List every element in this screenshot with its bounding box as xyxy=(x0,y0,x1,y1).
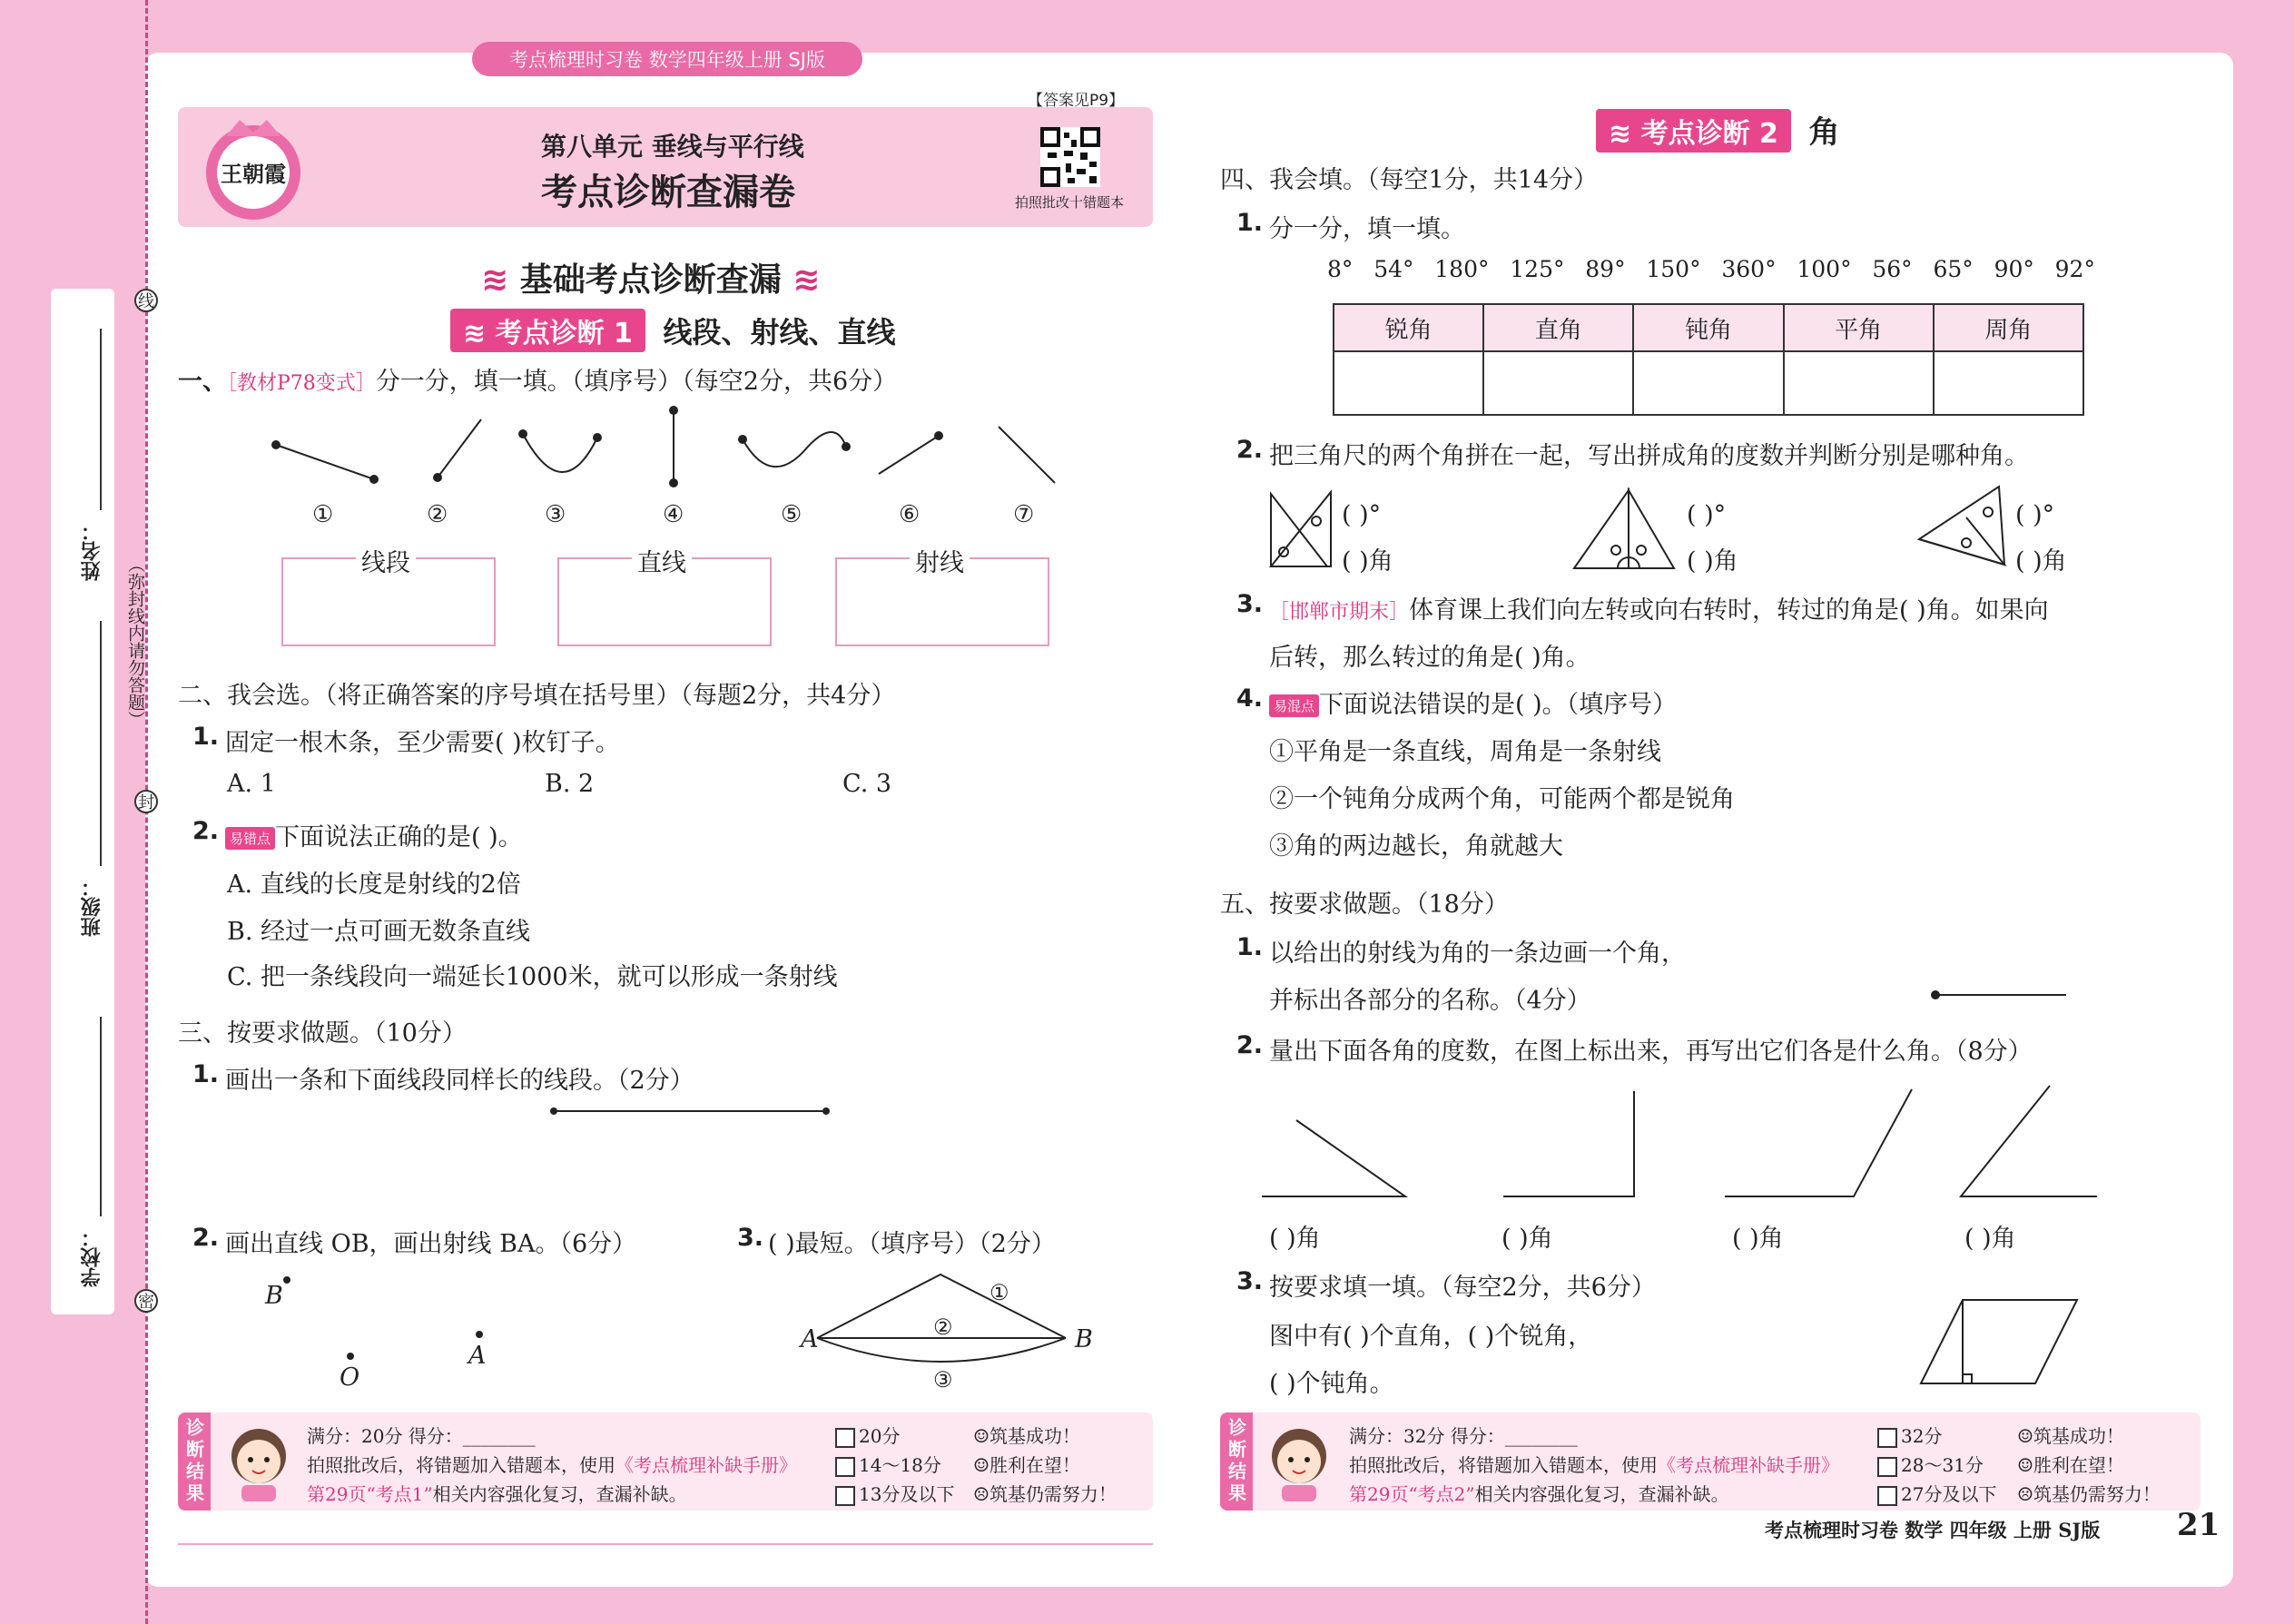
school-line xyxy=(100,1017,102,1216)
seal-char-line: 线 xyxy=(134,289,158,312)
path-number-2: ② xyxy=(933,1314,953,1340)
fig-number-5: ⑤ xyxy=(781,501,802,528)
right-score-msg-2: ☺胜利在望！ xyxy=(2017,1454,2124,1476)
q2-1-option-a: A. 1 xyxy=(227,770,276,798)
smile-face-icon: ☺ xyxy=(2017,1454,2033,1476)
page-footer: 考点梳理时习卷 数学 四年级 上册 SJ版 xyxy=(1765,1519,2101,1541)
point-a-label: A xyxy=(468,1342,487,1370)
q4-4-num: 4. xyxy=(1236,684,1264,713)
triangle-ruler-figure-1 xyxy=(1265,488,1338,572)
right-full-score: 满分：32分 得分：________ xyxy=(1349,1425,1578,1447)
top-band: 考点梳理时习卷 数学四年级上册 SJ版 xyxy=(472,42,862,76)
degree-item: 125° xyxy=(1510,256,1565,282)
section-title: ≋ 基础考点诊断查漏 ≋ xyxy=(481,261,821,299)
checkbox[interactable] xyxy=(1877,1428,1897,1448)
left-score-msg-2: ☺胜利在望！ xyxy=(973,1454,1080,1476)
table-header-straight: 平角 xyxy=(1784,304,1934,351)
point-o-label: O xyxy=(340,1363,360,1392)
q5-3-blanks-b: ( )个钝角。 xyxy=(1269,1370,1394,1398)
q2-1-option-b: B. 2 xyxy=(545,770,595,798)
sad-face-icon: ☹ xyxy=(2017,1483,2033,1505)
smile-face-icon: ☺ xyxy=(973,1425,989,1447)
right-score-msg-3: ☹筑基仍需努力！ xyxy=(2017,1483,2161,1505)
q4-4-option-2: ②一个钝角分成两个角，可能两个都是锐角 xyxy=(1269,785,1735,813)
q5-1-text-a: 以给出的射线为角的一条边画一个角， xyxy=(1269,940,1686,968)
q3-3-num: 3. xyxy=(737,1224,764,1252)
angle-figures xyxy=(1262,1080,2106,1207)
figure-3-curve xyxy=(523,434,597,472)
checkbox[interactable] xyxy=(835,1457,855,1477)
ruler3-angle-blank[interactable]: ( )角 xyxy=(2015,547,2067,576)
left-diag-line3: 第29页“考点1”相关内容强化复习，查漏补缺。 xyxy=(307,1483,687,1505)
q5-3-num: 3. xyxy=(1236,1267,1264,1295)
box-label-line: 直线 xyxy=(632,543,692,578)
checkbox[interactable] xyxy=(835,1486,855,1506)
diag2-badge: ≋ 考点诊断 2 xyxy=(1596,109,1791,153)
angle-1-blank[interactable]: ( )角 xyxy=(1269,1225,1321,1253)
q5-1-text-b: 并标出各部分的名称。（4分） xyxy=(1269,987,1591,1015)
left-footer-divider xyxy=(178,1543,1153,1545)
q4-4-option-1: ①平角是一条直线，周角是一条射线 xyxy=(1269,738,1661,766)
answer-cell[interactable] xyxy=(1934,351,2083,415)
q1-heading: 一、［教材P78变式］分一分，填一填。（填序号）（每空2分，共6分） xyxy=(178,368,898,396)
degree-item: 180° xyxy=(1434,256,1490,282)
angle-4-blank[interactable]: ( )角 xyxy=(1964,1225,2016,1253)
q2-2-num: 2. xyxy=(192,817,220,845)
class-label: 班级： xyxy=(81,877,103,937)
q1-figures xyxy=(254,399,1071,490)
checkbox[interactable] xyxy=(1877,1486,1897,1506)
q4-heading: 四、我会填。（每空1分，共14分） xyxy=(1220,166,1599,194)
reference-segment xyxy=(545,1102,835,1120)
right-score-level-2: 28～31分 xyxy=(1877,1451,1984,1477)
degree-item: 92° xyxy=(2054,256,2095,282)
figure-6-ray xyxy=(879,436,939,474)
left-score-level-3: 13分及以下 xyxy=(835,1480,954,1506)
logo-text: 王朝霞 xyxy=(221,161,286,187)
left-diag-line2: 拍照批改后，将错题加入错题本，使用《考点梳理补缺手册》 xyxy=(307,1454,797,1476)
fig-number-7: ⑦ xyxy=(1013,501,1035,528)
degree-item: 150° xyxy=(1646,256,1701,282)
parallelogram-figure xyxy=(1915,1296,2084,1389)
girl-avatar-icon xyxy=(218,1420,300,1503)
point-b-dot xyxy=(283,1276,290,1284)
sad-face-icon: ☹ xyxy=(973,1483,989,1505)
box-label-ray: 射线 xyxy=(910,543,970,578)
point-b-label: B xyxy=(265,1282,283,1310)
unit-title: 第八单元 垂线与平行线 xyxy=(541,132,804,162)
name-line xyxy=(100,329,102,510)
right-diag-line3: 第29页“考点2”相关内容强化复习，查漏补缺。 xyxy=(1349,1483,1729,1505)
logo-crown-icon xyxy=(194,109,312,225)
q2-1-option-c: C. 3 xyxy=(842,770,892,798)
figure-5-curve xyxy=(743,432,846,467)
class-line xyxy=(100,621,102,866)
checkbox[interactable] xyxy=(1877,1457,1897,1477)
right-score-level-1: 32分 xyxy=(1877,1422,1942,1448)
left-score-level-1: 20分 xyxy=(835,1422,900,1448)
q5-heading: 五、按要求做题。（18分） xyxy=(1220,891,1509,919)
left-score-msg-1: ☺筑基成功！ xyxy=(973,1425,1080,1447)
q2-2-text: 易错点 下面说法正确的是( )。 xyxy=(225,817,523,852)
degree-list xyxy=(1327,256,2095,282)
point-o-dot xyxy=(347,1353,354,1360)
fig-number-1: ① xyxy=(312,501,334,528)
q2-heading: 二、我会选。（将正确答案的序号填在括号里）（每题2分，共4分） xyxy=(178,682,896,710)
table-header-obtuse: 钝角 xyxy=(1633,304,1783,351)
degree-item: 89° xyxy=(1585,256,1626,282)
triangle-ruler-figure-2 xyxy=(1570,487,1678,572)
q3-heading: 三、按要求做题。（10分） xyxy=(178,1019,467,1048)
q4-3-num: 3. xyxy=(1236,590,1264,618)
binding-note: （弥封线内请勿答题） xyxy=(125,556,145,728)
q4-1-text: 分一分，填一填。 xyxy=(1269,215,1465,243)
q5-3-text: 按要求填一填。（每空2分，共6分） xyxy=(1269,1274,1656,1302)
q4-3-text-b: 后转，那么转过的角是( )角。 xyxy=(1269,644,1590,672)
degree-item: 360° xyxy=(1721,256,1777,282)
ruler1-angle-blank[interactable]: ( )角 xyxy=(1342,547,1393,576)
qr-caption: 拍照批改十错题本 xyxy=(1015,194,1125,211)
q2-2-option-b: B. 经过一点可画无数条直线 xyxy=(227,918,531,946)
q5-3-blanks-a: 图中有( )个直角，( )个锐角， xyxy=(1269,1323,1593,1351)
angle-classification-table xyxy=(1333,303,2084,416)
q4-3-text-a: ［邯郸市期末］体育课上我们向左转或向右转时，转过的角是( )角。如果向 xyxy=(1269,596,2049,625)
seal-char-seal: 封 xyxy=(134,790,158,813)
q2-1-text: 固定一根木条，至少需要( )枚钉子。 xyxy=(225,729,620,757)
answer-reference: 【答案见P9】 xyxy=(1028,92,1125,110)
school-label: 学校： xyxy=(81,1227,103,1287)
fig-number-6: ⑥ xyxy=(899,501,921,528)
diag2-heading: ≋ 考点诊断 2 角 xyxy=(1596,107,1839,153)
ruler1-degree-blank[interactable]: ( )° xyxy=(1342,501,1382,529)
smile-face-icon: ☺ xyxy=(973,1454,989,1476)
q3-2-text: 画出直线 OB，画出射线 BA。（6分） xyxy=(225,1230,637,1258)
table-header-acute: 锐角 xyxy=(1334,304,1483,351)
ruler2-angle-blank[interactable]: ( )角 xyxy=(1687,547,1738,576)
diag1-heading: ≋ 考点诊断 1 线段、射线、直线 xyxy=(450,309,895,352)
figure-7-line xyxy=(999,427,1055,483)
q5-1-num: 1. xyxy=(1236,933,1264,961)
ruler2-degree-blank[interactable]: ( )° xyxy=(1687,501,1727,529)
diag1-badge: ≋ 考点诊断 1 xyxy=(450,309,645,352)
q4-4-option-3: ③角的两边越长，角就越大 xyxy=(1269,832,1563,861)
table-header-full: 周角 xyxy=(1934,304,2083,351)
right-diagnosis-tag: 诊断结果 xyxy=(1220,1412,1253,1511)
q3-2-num: 2. xyxy=(192,1224,220,1252)
degree-item: 100° xyxy=(1797,256,1852,282)
paper-title: 考点诊断查漏卷 xyxy=(541,172,795,213)
path-endpoint-b: B xyxy=(1075,1325,1093,1353)
q4-2-text: 把三角尺的两个角拼在一起，写出拼成角的度数并判断分别是哪种角。 xyxy=(1269,442,2029,470)
point-a-dot xyxy=(476,1331,483,1338)
name-label: 姓名： xyxy=(81,521,103,581)
q5-2-num: 2. xyxy=(1236,1031,1264,1059)
answer-cell[interactable] xyxy=(1633,351,1783,415)
figure-2-ray xyxy=(438,419,481,477)
q4-4-text: 易混点 下面说法错误的是( )。（填序号） xyxy=(1269,684,1677,720)
q3-1-num: 1. xyxy=(192,1060,220,1088)
answer-cell[interactable] xyxy=(1483,351,1633,415)
binding-strip xyxy=(51,289,114,1314)
path-endpoint-a: A xyxy=(801,1325,819,1353)
qr-code-icon[interactable] xyxy=(1040,127,1100,187)
path-number-3: ③ xyxy=(933,1367,953,1393)
table-header-right: 直角 xyxy=(1483,304,1633,351)
degree-item: 54° xyxy=(1373,256,1414,282)
right-score-msg-1: ☺筑基成功！ xyxy=(2017,1425,2124,1447)
q3-1-text: 画出一条和下面线段同样长的线段。（2分） xyxy=(225,1067,694,1095)
degree-item: 56° xyxy=(1872,256,1913,282)
figure-1-segment xyxy=(276,445,374,479)
angle-2-blank[interactable]: ( )角 xyxy=(1501,1225,1553,1253)
left-diagnosis-tag: 诊断结果 xyxy=(178,1412,211,1511)
angle-figure-2 xyxy=(1503,1091,1634,1196)
degree-item: 8° xyxy=(1327,256,1354,282)
q4-2-num: 2. xyxy=(1236,436,1264,464)
q2-2-option-c: C. 把一条线段向一端延长1000米，就可以形成一条射线 xyxy=(227,963,838,991)
q5-2-text: 量出下面各角的度数，在图上标出来，再写出它们各是什么角。（8分） xyxy=(1269,1038,2033,1066)
triangle-ruler-figure-3 xyxy=(1915,481,2012,570)
angle-figure-1 xyxy=(1262,1120,1405,1196)
q4-1-num: 1. xyxy=(1236,209,1264,237)
left-full-score: 满分：20分 得分：________ xyxy=(307,1425,536,1447)
wave-icon: ≋ xyxy=(781,261,821,299)
q2-2-option-a: A. 直线的长度是射线的2倍 xyxy=(227,871,521,899)
wave-icon: ≋ xyxy=(481,261,520,299)
path-number-1: ① xyxy=(989,1280,1009,1305)
left-score-level-2: 14～18分 xyxy=(835,1451,941,1477)
degree-item: 65° xyxy=(1933,256,1974,282)
right-score-level-3: 27分及以下 xyxy=(1877,1480,1996,1506)
page-number: 21 xyxy=(2177,1507,2220,1543)
q3-3-text: ( )最短。（填序号）（2分） xyxy=(768,1230,1056,1258)
right-diag-line2: 拍照批改后，将错题加入错题本，使用《考点梳理补缺手册》 xyxy=(1349,1454,1839,1476)
q2-1-num: 1. xyxy=(192,723,220,751)
angle-figure-4 xyxy=(1961,1086,2097,1196)
box-label-segment: 线段 xyxy=(356,543,416,578)
fig-number-3: ③ xyxy=(545,501,566,528)
left-score-msg-3: ☹筑基仍需努力！ xyxy=(973,1483,1117,1505)
checkbox[interactable] xyxy=(835,1428,855,1448)
answer-cell[interactable] xyxy=(1334,351,1483,415)
ruler3-degree-blank[interactable]: ( )° xyxy=(2015,501,2055,529)
degree-item: 90° xyxy=(1994,256,2034,282)
fig-number-2: ② xyxy=(427,501,448,528)
given-ray xyxy=(1928,988,2070,1002)
fig-number-4: ④ xyxy=(663,501,684,528)
seal-char-secret: 密 xyxy=(134,1289,158,1313)
answer-cell[interactable] xyxy=(1784,351,1934,415)
angle-figure-3 xyxy=(1725,1089,1912,1196)
angle-3-blank[interactable]: ( )角 xyxy=(1732,1225,1784,1253)
girl-avatar-icon xyxy=(1258,1420,1340,1503)
smile-face-icon: ☺ xyxy=(2017,1425,2033,1447)
